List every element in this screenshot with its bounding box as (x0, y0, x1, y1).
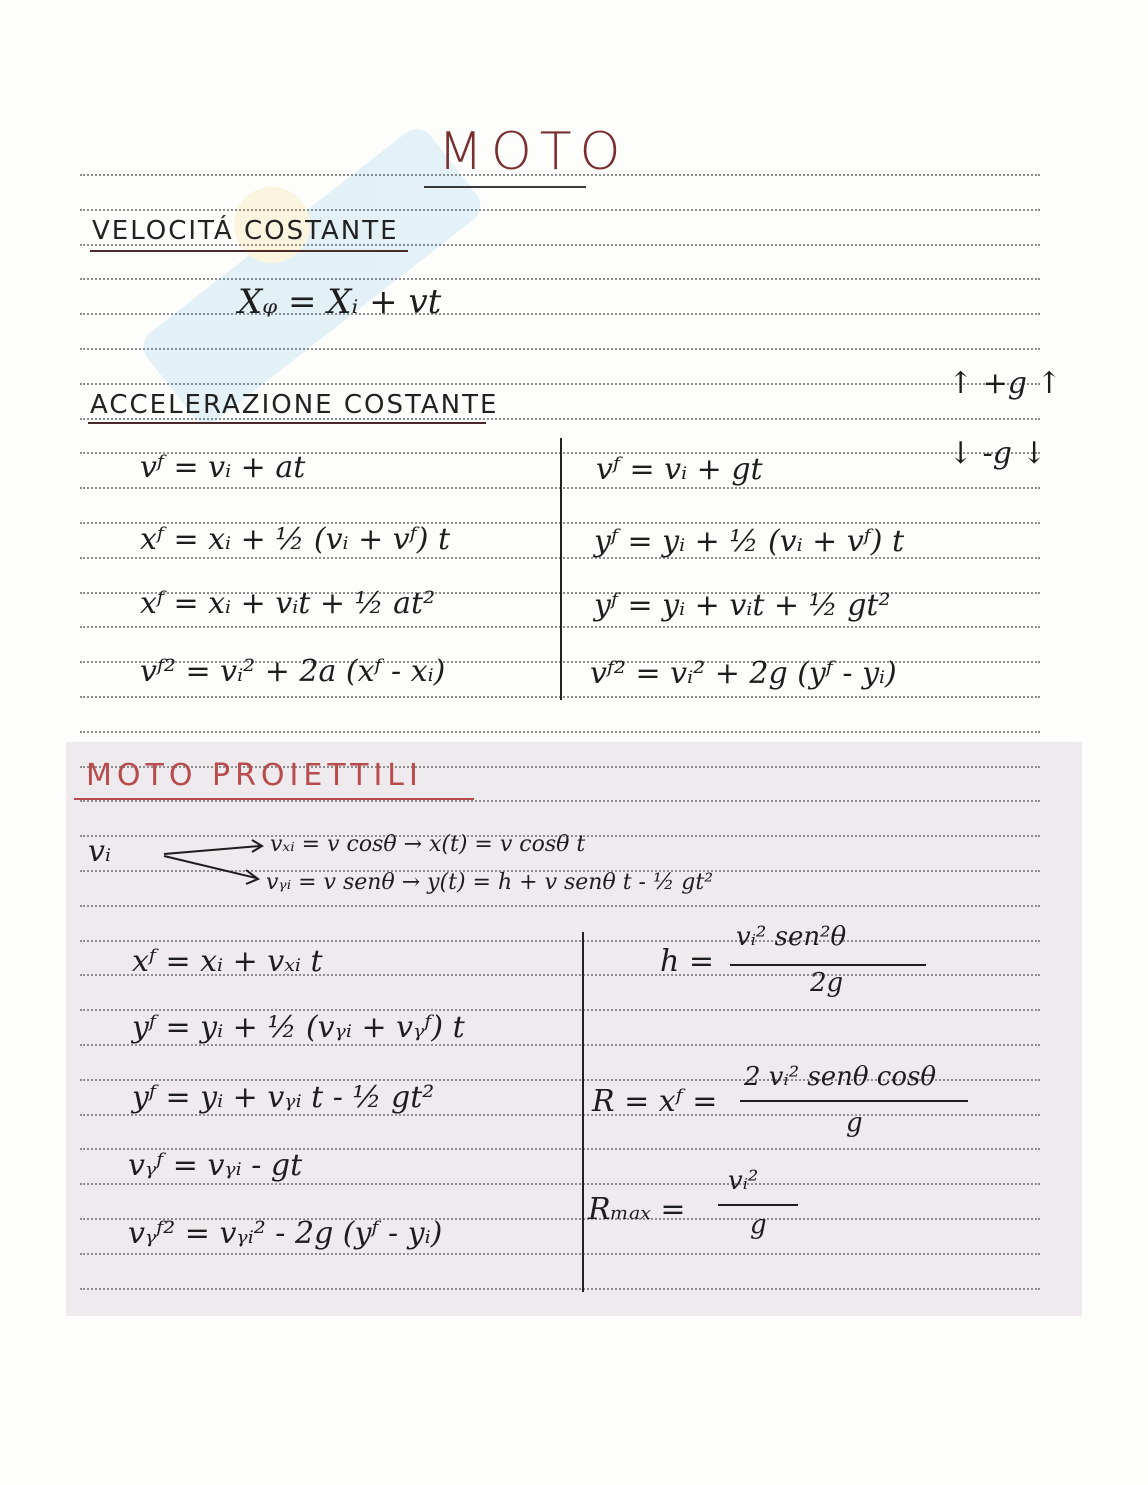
equation-acc-right-4: vᶠ² = vᵢ² + 2g (yᶠ - yᵢ) (590, 656, 897, 691)
formula-rmax-denominator: g (750, 1210, 767, 1240)
equation-proj-left-3: yᶠ = yᵢ + vᵧᵢ t - ½ gt² (132, 1080, 435, 1115)
equation-acc-right-3: yᶠ = yᵢ + vᵢt + ½ gt² (594, 588, 891, 623)
formula-r-numerator: 2 vᵢ² senθ cosθ (744, 1062, 937, 1092)
ruled-line (80, 1253, 1040, 1255)
heading-underline (74, 798, 474, 800)
fraction-bar (740, 1100, 968, 1102)
heading-velocita-costante: VELOCITÁ COSTANTE (92, 216, 399, 246)
page-title: MOTO (438, 122, 629, 182)
fraction-bar (730, 964, 926, 966)
ruled-line (80, 209, 1040, 211)
formula-h-denominator: 2g (810, 968, 844, 998)
ruled-line (80, 1183, 1040, 1185)
equation-proj-left-5: vᵧᶠ² = vᵧᵢ² - 2g (yᶠ - yᵢ) (128, 1216, 443, 1251)
component-vy: vᵧᵢ = v senθ → y(t) = h + v senθ t - ½ gt² (266, 870, 714, 895)
equation-acc-left-4: vᶠ² = vᵢ² + 2a (xᶠ - xᵢ) (140, 654, 446, 689)
equation-acc-left-2: xᶠ = xᵢ + ½ (vᵢ + vᶠ) t (140, 522, 451, 557)
heading-accelerazione-costante: ACCELERAZIONE COSTANTE (90, 390, 499, 420)
ruled-line (80, 731, 1040, 733)
ruled-line (80, 1288, 1040, 1290)
formula-r-lhs: R = xᶠ = (592, 1084, 718, 1119)
heading-underline (88, 422, 486, 424)
ruled-line (80, 800, 1040, 802)
equation-proj-left-1: xᶠ = xᵢ + vₓᵢ t (132, 944, 323, 979)
column-divider (582, 932, 584, 1292)
component-vx: vₓᵢ = v cosθ → x(t) = v cosθ t (270, 832, 586, 857)
equation-acc-right-1: vᶠ = vᵢ + gt (596, 452, 763, 487)
heading-moto-proiettili: MOTO PROIETTILI (86, 758, 423, 793)
ruled-line (80, 940, 1040, 942)
formula-h-numerator: vᵢ² sen²θ (736, 922, 847, 952)
equation-proj-left-4: vᵧᶠ = vᵧᵢ - gt (128, 1148, 303, 1183)
ruled-line (80, 278, 1040, 280)
equation-acc-left-1: vᶠ = vᵢ + at (140, 450, 306, 485)
ruled-line (80, 905, 1040, 907)
equation-acc-right-2: yᶠ = yᵢ + ½ (vᵢ + vᶠ) t (594, 524, 905, 559)
ruled-line (80, 348, 1040, 350)
sign-up-positive-g: ↑ +g ↑ (948, 366, 1062, 401)
equation-acc-left-3: xᶠ = xᵢ + vᵢt + ½ at² (140, 586, 436, 621)
column-divider (560, 438, 562, 700)
equation-proj-left-2: yᶠ = yᵢ + ½ (vᵧᵢ + vᵧᶠ) t (132, 1010, 465, 1045)
split-arrows-icon (160, 832, 270, 892)
heading-underline (90, 250, 408, 252)
formula-h-lhs: h = (660, 944, 714, 979)
initial-velocity-label: vᵢ (88, 834, 111, 869)
fraction-bar (718, 1204, 798, 1206)
ruled-line (80, 313, 1040, 315)
formula-rmax-lhs: Rₘₐₓ = (588, 1192, 686, 1227)
formula-rmax-numerator: vᵢ² (728, 1166, 759, 1196)
equation-velocita: Xᵩ = Xᵢ + vt (238, 282, 442, 322)
title-underline (424, 186, 586, 188)
sign-down-negative-g: ↓ -g ↓ (948, 436, 1047, 471)
formula-r-denominator: g (846, 1108, 863, 1138)
ruled-line (80, 383, 1040, 385)
